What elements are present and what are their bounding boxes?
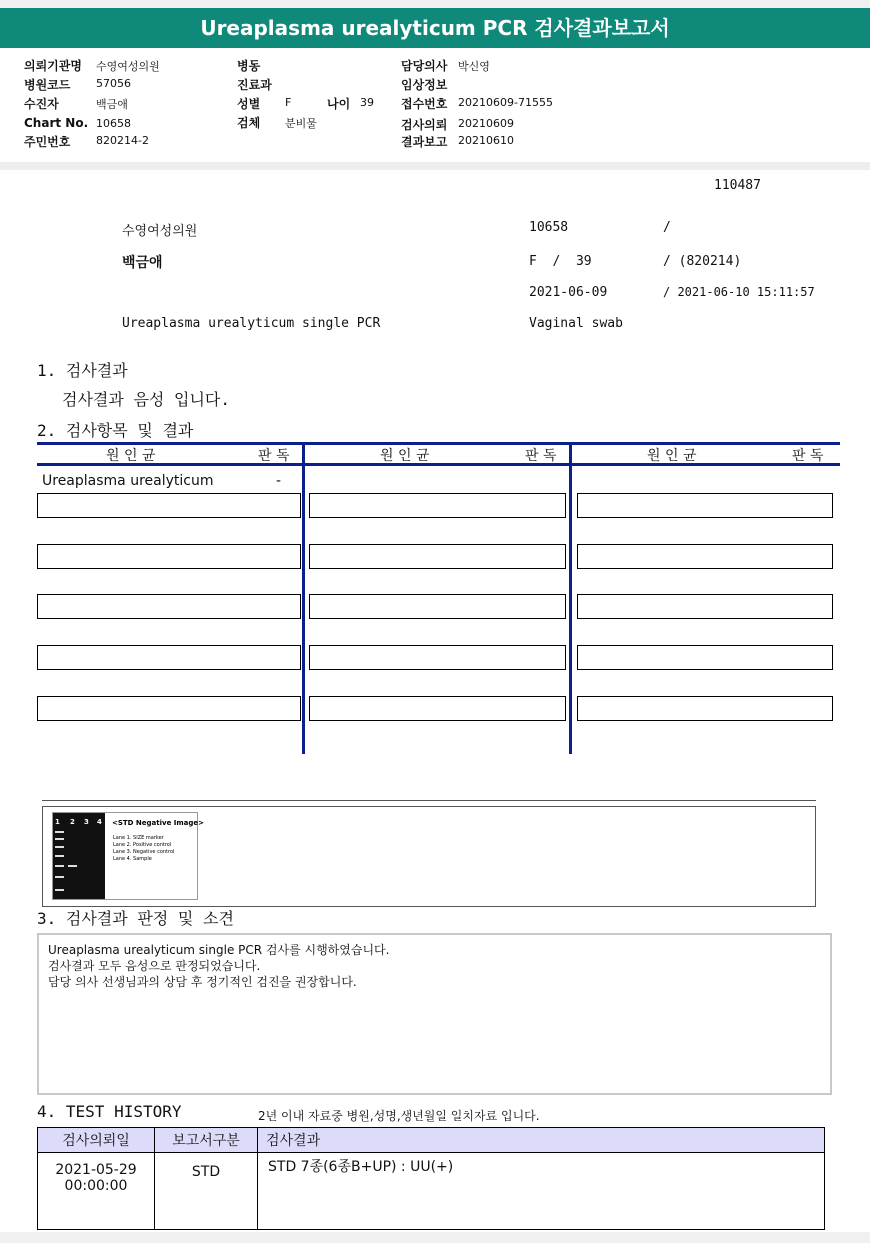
report-date-label: 결과보고	[401, 135, 448, 149]
gel-band	[55, 846, 64, 848]
history-type: STD	[155, 1153, 258, 1230]
receipt-no-value: 20210609-71555	[458, 96, 553, 109]
gel-band	[55, 889, 64, 891]
history-date-cell	[38, 1153, 155, 1230]
sex-value: F	[285, 96, 292, 109]
history-col-result: 검사결과	[258, 1128, 825, 1153]
ward-label: 병동	[237, 59, 261, 73]
gel-legend-line: Lane 4. Sample	[113, 856, 152, 862]
doctor-label: 담당의사	[401, 59, 448, 73]
pathogen-name: Ureaplasma urealyticum	[42, 473, 214, 489]
patient-value: 백금애	[96, 98, 128, 111]
table-row[interactable]	[38, 1153, 825, 1230]
lane-number: 4	[97, 818, 102, 826]
section1-text: 검사결과 음성 입니다.	[62, 390, 231, 409]
clinical-label: 임상정보	[401, 78, 448, 92]
col3-result-header: 판 독	[792, 448, 824, 464]
pathogen-result: -	[276, 473, 282, 489]
header-separator	[0, 162, 870, 170]
report-test-name: Ureaplasma urealyticum single PCR	[122, 316, 381, 331]
dept-label: 진료과	[237, 78, 272, 92]
gel-band	[55, 838, 64, 840]
table-top-rule	[37, 442, 840, 445]
result-box	[577, 594, 833, 619]
report-birth: / (820214)	[663, 254, 742, 269]
doctor-value: 박신영	[458, 60, 490, 73]
age-label: 나이	[327, 97, 351, 111]
section1-title: 1. 검사결과	[37, 361, 128, 380]
col3-pathogen-header: 원 인 균	[647, 448, 697, 464]
result-box	[37, 544, 301, 569]
report-chart-no: 10658	[529, 220, 569, 235]
remark-line: 담당 의사 선생님과의 상담 후 정기적인 검진을 권장합니다.	[48, 975, 357, 989]
report-org: 수영여성의원	[122, 224, 198, 239]
sex-label: 성별	[237, 97, 261, 111]
section2-title: 2. 검사항목 및 결과	[37, 421, 194, 440]
history-header-row	[38, 1128, 825, 1153]
top-strip	[0, 0, 870, 8]
history-col-date: 검사의뢰일	[38, 1128, 155, 1153]
lane-number: 2	[70, 818, 75, 826]
receipt-no-label: 접수번호	[401, 97, 448, 111]
result-box	[577, 645, 833, 670]
result-box	[577, 493, 833, 518]
col1-result-header: 판 독	[258, 448, 290, 464]
hospital-code-label: 병원코드	[24, 78, 71, 92]
report-specimen: Vaginal swab	[529, 316, 623, 331]
specimen-label: 검체	[237, 116, 261, 130]
report-title: Ureaplasma urealyticum PCR 검사결과보고서	[0, 8, 870, 48]
report-slash: /	[663, 220, 671, 235]
gel-band	[68, 865, 77, 867]
col2-result-header: 판 독	[525, 448, 557, 464]
report-patient: 백금애	[122, 255, 163, 271]
section4-title: 4. TEST HISTORY	[37, 1102, 182, 1121]
gel-legend-line: Lane 1. SIZE marker	[113, 835, 164, 841]
history-time: 00:00:00	[64, 1178, 128, 1194]
lane-number: 1	[55, 818, 60, 826]
specimen-value: 분비물	[285, 117, 317, 130]
request-date-label: 검사의뢰	[401, 118, 448, 132]
request-org-label: 의뢰기관명	[24, 59, 82, 73]
result-box	[309, 544, 566, 569]
gel-title: <STD Negative Image>	[112, 819, 205, 827]
report-date-value: 20210610	[458, 134, 514, 147]
result-box	[37, 493, 301, 518]
result-box	[37, 594, 301, 619]
remark-line: Ureaplasma urealyticum single PCR 검사를 시행하였습니다.	[48, 943, 390, 957]
remark-line: 검사결과 모두 음성으로 판정되었습니다.	[48, 959, 261, 973]
bottom-strip	[0, 1232, 870, 1243]
history-date: 2021-05-29	[55, 1162, 137, 1178]
report-report-datetime: / 2021-06-10 15:11:57	[663, 285, 815, 299]
result-box	[309, 696, 566, 721]
result-box	[309, 493, 566, 518]
column-divider-1	[302, 442, 305, 754]
chart-no-label: Chart No.	[24, 116, 89, 130]
history-table	[37, 1127, 825, 1230]
age-value: 39	[360, 96, 374, 109]
report-sex-age: F / 39	[529, 254, 592, 269]
section3-title: 3. 검사결과 판정 및 소견	[37, 909, 234, 928]
result-box	[577, 696, 833, 721]
column-divider-2	[569, 442, 572, 754]
col1-pathogen-header: 원 인 균	[106, 448, 156, 464]
request-org-value: 수영여성의원	[96, 60, 160, 73]
patient-label: 수진자	[24, 97, 59, 111]
image-top-rule	[42, 800, 816, 801]
history-note: 2년 이내 자료중 병원,성명,생년월일 일치자료 입니다.	[258, 1109, 540, 1123]
gel-band	[55, 831, 64, 833]
lane-number: 3	[84, 818, 89, 826]
resident-no-value: 820214-2	[96, 134, 149, 147]
gel-band	[55, 855, 64, 857]
result-box	[309, 645, 566, 670]
table-header-rule	[37, 463, 840, 466]
result-box	[37, 696, 301, 721]
resident-no-label: 주민번호	[24, 135, 71, 149]
gel-band	[55, 876, 64, 878]
report-request-date: 2021-06-09	[529, 285, 608, 300]
result-box	[37, 645, 301, 670]
chart-no-value: 10658	[96, 117, 131, 130]
gel-legend-line: Lane 3. Negative control	[113, 849, 175, 855]
gel-band	[55, 865, 64, 867]
hospital-code-value: 57056	[96, 77, 131, 90]
history-col-type: 보고서구분	[155, 1128, 258, 1153]
gel-legend-line: Lane 2. Positive control	[113, 842, 172, 848]
history-result: STD 7종(6종B+UP) : UU(+)	[258, 1153, 825, 1230]
result-box	[577, 544, 833, 569]
request-date-value: 20210609	[458, 117, 514, 130]
result-box	[309, 594, 566, 619]
col2-pathogen-header: 원 인 균	[380, 448, 430, 464]
report-code: 110487	[714, 178, 761, 193]
